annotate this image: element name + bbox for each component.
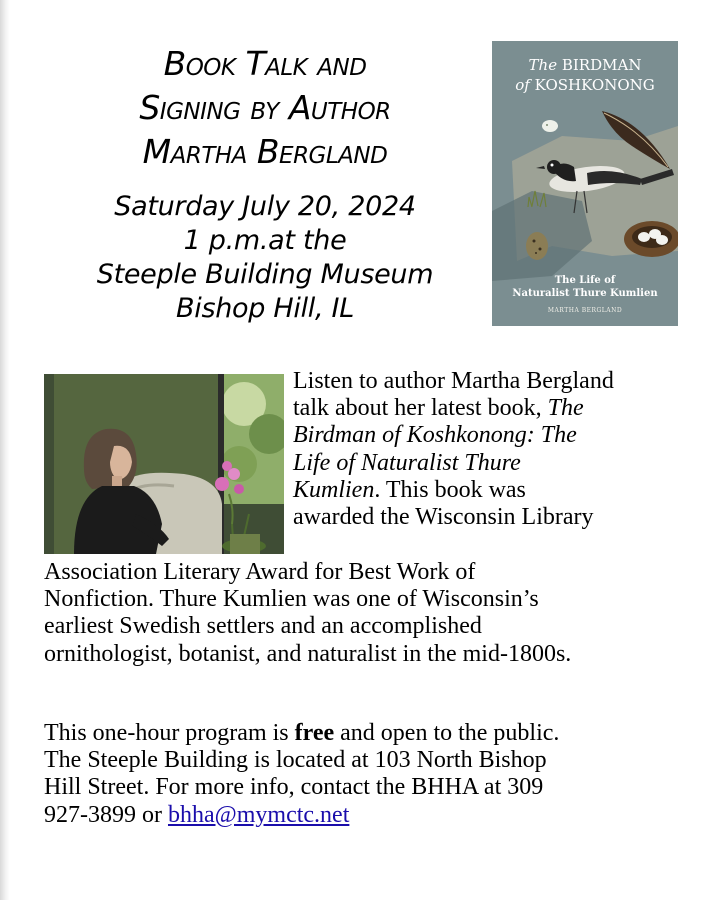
cover-title xyxy=(492,55,678,95)
cover-title-koshkonong: KOSHKONONG xyxy=(534,76,655,94)
book-title-italic: Birdman of Koshkonong: The xyxy=(293,422,577,449)
title-line-1: Book Talk and xyxy=(163,44,367,83)
description-wrapped-lines xyxy=(293,368,693,531)
book-cover xyxy=(492,41,678,326)
description-line: ornithologist, botanist, and naturalist in the mid-1800s. xyxy=(44,640,572,667)
description-line: Listen to author Martha Bergland xyxy=(293,368,614,394)
book-title-italic: Kumlien xyxy=(293,476,375,503)
title-line-2: Signing by Author xyxy=(139,88,391,127)
event-time: 1 p.m.at the xyxy=(183,225,347,256)
title-line-3: Martha Bergland xyxy=(142,132,388,171)
book-title-italic: Life of Naturalist Thure xyxy=(293,449,521,476)
description-line: Nonfiction. Thure Kumlien was one of Wisconsin’s xyxy=(44,586,539,613)
cover-title-birdman: BIRDMAN xyxy=(561,56,642,74)
program-line xyxy=(44,720,694,747)
event-location: Bishop Hill, IL xyxy=(176,293,354,324)
free-emphasis: free xyxy=(294,720,335,746)
cover-subtitle-line-2: Naturalist Thure Kumlien xyxy=(512,288,658,299)
cover-subtitle xyxy=(492,274,678,300)
flyer-title xyxy=(40,42,490,174)
email-link[interactable]: bhha@mymctc.net xyxy=(167,801,350,828)
event-date: Saturday July 20, 2024 xyxy=(114,191,416,222)
description-text: . This book was xyxy=(374,476,526,503)
author-photo xyxy=(44,374,284,554)
description-line xyxy=(293,422,693,449)
author-photo-illustration xyxy=(44,374,284,554)
description-line: awarded the Wisconsin Library xyxy=(293,504,594,531)
cover-title-of: of xyxy=(515,76,530,94)
program-info xyxy=(44,720,694,829)
program-text: and open to the public. xyxy=(334,720,560,746)
description-line: earliest Swedish settlers and an accomplished xyxy=(44,613,482,640)
cover-title-the: The xyxy=(528,56,558,74)
book-title-italic: The xyxy=(547,395,584,422)
program-text: This one-hour program is xyxy=(44,720,295,746)
program-line: The Steeple Building is located at 103 North Bishop xyxy=(44,747,547,774)
event-venue: Steeple Building Museum xyxy=(96,259,434,290)
cover-author: MARTHA BERGLAND xyxy=(547,307,623,314)
program-line: Hill Street. For more info, contact the BHHA at 309 xyxy=(44,774,544,801)
description-line: Association Literary Award for Best Work of xyxy=(44,559,476,585)
page-left-edge xyxy=(0,0,10,900)
description-text: talk about her latest book, xyxy=(293,395,548,422)
program-text: 927-3899 or xyxy=(44,801,168,828)
description-full-lines xyxy=(44,559,694,668)
description-line xyxy=(293,395,693,422)
event-details xyxy=(40,190,490,326)
description-line xyxy=(293,450,693,477)
cover-subtitle-line-1: The Life of xyxy=(554,275,616,286)
description-line xyxy=(293,477,693,504)
program-line xyxy=(44,802,694,829)
